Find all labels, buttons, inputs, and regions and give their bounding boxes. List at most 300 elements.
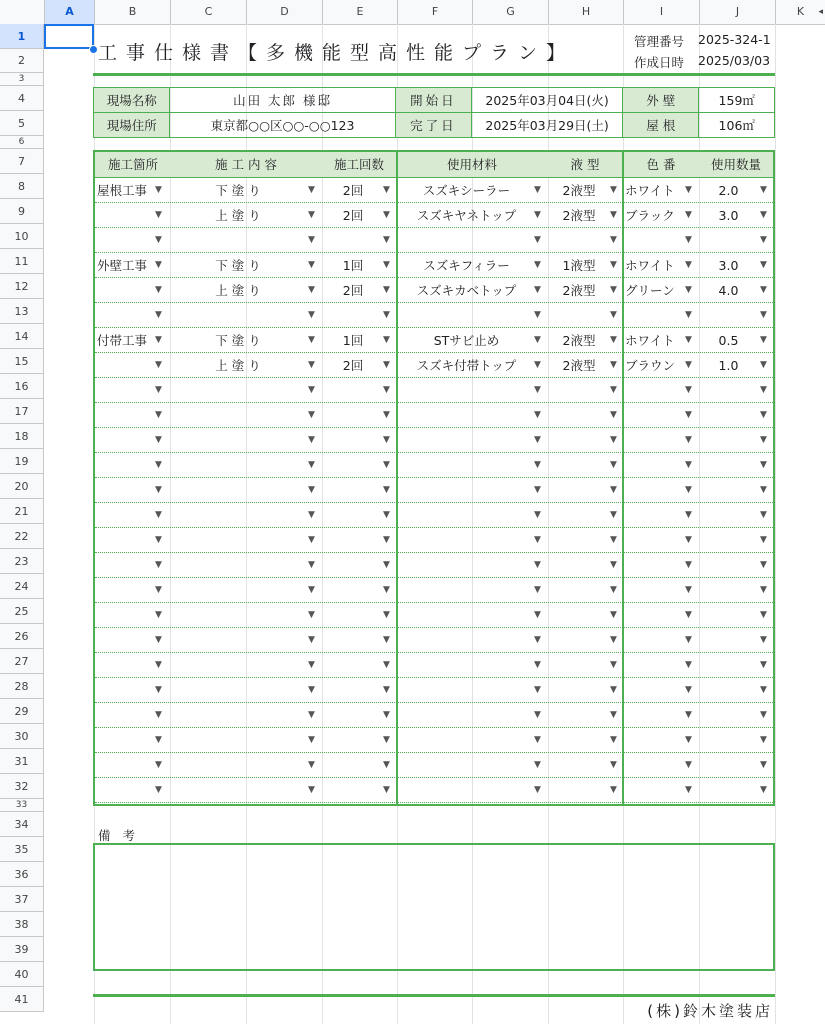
chevron-down-icon[interactable]: ▼: [308, 385, 315, 395]
row-header-7[interactable]: 7: [0, 149, 44, 174]
chevron-down-icon[interactable]: ▼: [383, 660, 390, 670]
spec-qty-cell[interactable]: 4.0: [718, 283, 739, 298]
spec-material-cell[interactable]: スズキフィラー: [423, 258, 510, 273]
spec-material-cell[interactable]: スズキシーラー: [422, 183, 511, 198]
chevron-down-icon[interactable]: ▼: [155, 535, 162, 545]
spec-color-cell[interactable]: ホワイト: [625, 258, 675, 273]
chevron-down-icon[interactable]: ▼: [610, 535, 617, 545]
chevron-down-icon[interactable]: ▼: [685, 785, 692, 795]
row-header-34[interactable]: 34: [0, 812, 44, 837]
spec-area-cell[interactable]: [97, 228, 157, 253]
chevron-down-icon[interactable]: ▼: [155, 360, 162, 370]
chevron-down-icon[interactable]: ▼: [383, 510, 390, 520]
chevron-down-icon[interactable]: ▼: [308, 585, 315, 595]
row-header-30[interactable]: 30: [0, 724, 44, 749]
row-header-27[interactable]: 27: [0, 649, 44, 674]
site-name-cell[interactable]: 山田 太郎 様邸: [170, 88, 395, 113]
chevron-down-icon[interactable]: ▼: [308, 260, 315, 270]
chevron-down-icon[interactable]: ▼: [685, 510, 692, 520]
row-header-29[interactable]: 29: [0, 699, 44, 724]
column-header-f[interactable]: F: [397, 0, 472, 24]
chevron-down-icon[interactable]: ▼: [685, 610, 692, 620]
column-header-a[interactable]: A: [44, 0, 94, 24]
spec-times-cell[interactable]: [323, 303, 383, 328]
row-header-16[interactable]: 16: [0, 374, 44, 399]
row-header-35[interactable]: 35: [0, 837, 44, 862]
chevron-down-icon[interactable]: ▼: [685, 185, 692, 195]
spec-type-cell[interactable]: [549, 303, 609, 328]
wall-area-cell[interactable]: 159㎡: [699, 88, 775, 113]
row-header-39[interactable]: 39: [0, 937, 44, 962]
spec-color-cell[interactable]: [625, 228, 685, 253]
table-row: [95, 203, 773, 228]
chevron-down-icon[interactable]: ▼: [534, 410, 541, 420]
spec-area-cell[interactable]: 屋根工事: [97, 183, 148, 198]
spec-material-cell[interactable]: STサビ止め: [433, 333, 500, 348]
chevron-down-icon[interactable]: ▼: [610, 260, 617, 270]
chevron-down-icon[interactable]: ▼: [383, 385, 390, 395]
chevron-down-icon[interactable]: ▼: [534, 760, 541, 770]
table-row: [95, 653, 773, 678]
chevron-down-icon[interactable]: ▼: [685, 360, 692, 370]
spec-type-cell[interactable]: 2液型: [562, 333, 596, 348]
chevron-down-icon[interactable]: ▼: [383, 285, 390, 295]
chevron-down-icon[interactable]: ▼: [760, 710, 767, 720]
row-header-15[interactable]: 15: [0, 349, 44, 374]
spec-qty-cell[interactable]: 2.0: [718, 183, 739, 198]
chevron-down-icon[interactable]: ▼: [308, 410, 315, 420]
chevron-down-icon[interactable]: ▼: [155, 610, 162, 620]
chevron-down-icon[interactable]: ▼: [308, 760, 315, 770]
spec-qty-cell[interactable]: 0.5: [718, 333, 739, 348]
chevron-down-icon[interactable]: ▼: [308, 235, 315, 245]
chevron-down-icon[interactable]: ▼: [685, 335, 692, 345]
row-header-28[interactable]: 28: [0, 674, 44, 699]
spec-area-cell[interactable]: [97, 353, 157, 378]
chevron-down-icon[interactable]: ▼: [383, 310, 390, 320]
chevron-down-icon[interactable]: ▼: [155, 260, 162, 270]
chevron-down-icon[interactable]: ▼: [534, 685, 541, 695]
chevron-down-icon[interactable]: ▼: [383, 585, 390, 595]
spec-qty-cell[interactable]: 1.0: [718, 358, 739, 373]
chevron-down-icon[interactable]: ▼: [685, 760, 692, 770]
spec-times-cell[interactable]: [323, 228, 383, 253]
chevron-down-icon[interactable]: ▼: [534, 610, 541, 620]
chevron-down-icon[interactable]: ▼: [383, 735, 390, 745]
site-address-cell[interactable]: 東京都○○区○○-○○123: [170, 113, 395, 138]
chevron-down-icon[interactable]: ▼: [308, 735, 315, 745]
chevron-down-icon[interactable]: ▼: [155, 735, 162, 745]
chevron-down-icon[interactable]: ▼: [308, 335, 315, 345]
chevron-down-icon[interactable]: ▼: [383, 460, 390, 470]
chevron-down-icon[interactable]: ▼: [383, 435, 390, 445]
chevron-down-icon[interactable]: ▼: [308, 610, 315, 620]
site-address-label: 現場住所: [94, 113, 170, 138]
spec-type-cell[interactable]: 2液型: [562, 283, 596, 298]
chevron-down-icon[interactable]: ▼: [534, 660, 541, 670]
chevron-down-icon[interactable]: ▼: [308, 635, 315, 645]
chevron-down-icon[interactable]: ▼: [534, 585, 541, 595]
spec-type-cell[interactable]: 2液型: [562, 358, 596, 373]
chevron-down-icon[interactable]: ▼: [760, 385, 767, 395]
spec-material-cell[interactable]: [399, 228, 534, 253]
spec-content-cell[interactable]: 上 塗 り: [215, 358, 261, 373]
chevron-down-icon[interactable]: ▼: [610, 685, 617, 695]
row-header-40[interactable]: 40: [0, 962, 44, 987]
chevron-down-icon[interactable]: ▼: [534, 435, 541, 445]
chevron-down-icon[interactable]: ▼: [760, 310, 767, 320]
chevron-down-icon[interactable]: ▼: [760, 485, 767, 495]
chevron-down-icon[interactable]: ▼: [383, 710, 390, 720]
chevron-down-icon[interactable]: ▼: [308, 560, 315, 570]
chevron-down-icon[interactable]: ▼: [760, 660, 767, 670]
chevron-down-icon[interactable]: ▼: [685, 235, 692, 245]
chevron-down-icon[interactable]: ▼: [685, 685, 692, 695]
chevron-down-icon[interactable]: ▼: [383, 760, 390, 770]
spec-color-cell[interactable]: グリーン: [625, 283, 675, 298]
column-header-e[interactable]: E: [322, 0, 397, 24]
chevron-down-icon[interactable]: ▼: [534, 735, 541, 745]
chevron-down-icon[interactable]: ▼: [685, 410, 692, 420]
chevron-down-icon[interactable]: ▼: [760, 585, 767, 595]
spec-divider-2: [622, 152, 624, 804]
row-header-37[interactable]: 37: [0, 887, 44, 912]
chevron-down-icon[interactable]: ▼: [155, 435, 162, 445]
chevron-down-icon[interactable]: ▼: [308, 485, 315, 495]
row-header-20[interactable]: 20: [0, 474, 44, 499]
chevron-down-icon[interactable]: ▼: [685, 310, 692, 320]
row-header-1[interactable]: 1: [0, 24, 44, 49]
chevron-down-icon[interactable]: ▼: [534, 460, 541, 470]
spec-color-cell[interactable]: [625, 303, 685, 328]
spec-content-cell[interactable]: 下 塗 り: [215, 183, 261, 198]
chevron-down-icon[interactable]: ▼: [760, 560, 767, 570]
header-material: 使用材料: [446, 157, 497, 172]
spec-area-cell[interactable]: 外壁工事: [97, 258, 148, 273]
row-header-10[interactable]: 10: [0, 224, 44, 249]
chevron-down-icon[interactable]: ▼: [685, 585, 692, 595]
chevron-down-icon[interactable]: ▼: [155, 785, 162, 795]
chevron-down-icon[interactable]: ▼: [685, 710, 692, 720]
spec-type-cell[interactable]: 1液型: [562, 258, 596, 273]
column-header-k[interactable]: K ◂: [775, 0, 825, 24]
chevron-down-icon[interactable]: ▼: [308, 660, 315, 670]
chevron-down-icon[interactable]: ▼: [610, 510, 617, 520]
chevron-down-icon[interactable]: ▼: [760, 735, 767, 745]
row-header-2[interactable]: 2: [0, 49, 44, 73]
chevron-down-icon[interactable]: ▼: [383, 560, 390, 570]
spec-times-cell[interactable]: 2回: [342, 208, 364, 223]
chevron-down-icon[interactable]: ▼: [760, 185, 767, 195]
chevron-down-icon[interactable]: ▼: [685, 635, 692, 645]
chevron-down-icon[interactable]: ▼: [760, 210, 767, 220]
spec-times-cell[interactable]: 1回: [342, 333, 364, 348]
chevron-down-icon[interactable]: ▼: [155, 210, 162, 220]
chevron-down-icon[interactable]: ▼: [155, 685, 162, 695]
chevron-down-icon[interactable]: ▼: [383, 610, 390, 620]
chevron-down-icon[interactable]: ▼: [685, 460, 692, 470]
spec-area-cell[interactable]: [97, 278, 157, 303]
chevron-down-icon[interactable]: ▼: [610, 660, 617, 670]
chevron-down-icon[interactable]: ▼: [155, 410, 162, 420]
chevron-down-icon[interactable]: ▼: [760, 235, 767, 245]
spec-content-cell[interactable]: 上 塗 り: [215, 208, 261, 223]
chevron-down-icon[interactable]: ▼: [308, 535, 315, 545]
chevron-down-icon[interactable]: ▼: [308, 210, 315, 220]
chevron-down-icon[interactable]: ▼: [685, 485, 692, 495]
chevron-down-icon[interactable]: ▼: [308, 435, 315, 445]
spec-qty-cell[interactable]: [701, 303, 756, 328]
chevron-down-icon[interactable]: ▼: [610, 385, 617, 395]
spec-content-cell[interactable]: 上 塗 り: [215, 283, 261, 298]
chevron-down-icon[interactable]: ▼: [685, 535, 692, 545]
chevron-down-icon[interactable]: ▼: [383, 235, 390, 245]
chevron-down-icon[interactable]: ▼: [534, 485, 541, 495]
chevron-down-icon[interactable]: ▼: [308, 360, 315, 370]
chevron-down-icon[interactable]: ▼: [685, 435, 692, 445]
chevron-down-icon[interactable]: ▼: [760, 335, 767, 345]
spec-color-cell[interactable]: ブラック: [625, 208, 675, 223]
chevron-down-icon[interactable]: ▼: [610, 285, 617, 295]
spec-color-cell[interactable]: ホワイト: [625, 333, 675, 348]
chevron-down-icon[interactable]: ▼: [155, 385, 162, 395]
spec-qty-cell[interactable]: [701, 228, 756, 253]
chevron-down-icon[interactable]: ▼: [534, 260, 541, 270]
chevron-down-icon[interactable]: ▼: [610, 785, 617, 795]
spec-qty-cell[interactable]: 3.0: [718, 258, 739, 273]
selected-cell-a1[interactable]: [44, 24, 94, 49]
spec-material-cell[interactable]: スズキヤネトップ: [416, 208, 517, 223]
fill-handle[interactable]: [89, 45, 98, 54]
chevron-down-icon[interactable]: ▼: [760, 635, 767, 645]
spec-material-cell[interactable]: スズキ付帯トップ: [416, 358, 517, 373]
chevron-down-icon[interactable]: ▼: [383, 485, 390, 495]
chevron-down-icon[interactable]: ▼: [610, 635, 617, 645]
company-name: (株)鈴木塗装店: [647, 1002, 773, 1020]
chevron-down-icon[interactable]: ▼: [685, 210, 692, 220]
chevron-down-icon[interactable]: ▼: [383, 360, 390, 370]
chevron-down-icon[interactable]: ▼: [685, 660, 692, 670]
chevron-down-icon[interactable]: ▼: [155, 510, 162, 520]
chevron-down-icon[interactable]: ▼: [760, 460, 767, 470]
row-header-38[interactable]: 38: [0, 912, 44, 937]
column-header-h[interactable]: H: [548, 0, 623, 24]
chevron-down-icon[interactable]: ▼: [155, 460, 162, 470]
start-date-cell[interactable]: 2025年03月04日(火): [472, 88, 623, 113]
spec-type-cell[interactable]: [549, 228, 609, 253]
column-header-j[interactable]: J: [699, 0, 775, 24]
chevron-down-icon[interactable]: ▼: [610, 460, 617, 470]
row-header-12[interactable]: 12: [0, 274, 44, 299]
spec-times-cell[interactable]: 2回: [342, 283, 364, 298]
row-header-41[interactable]: 41: [0, 987, 44, 1012]
chevron-down-icon[interactable]: ▼: [610, 760, 617, 770]
chevron-down-icon[interactable]: ▼: [760, 685, 767, 695]
chevron-down-icon[interactable]: ▼: [155, 310, 162, 320]
chevron-down-icon[interactable]: ▼: [610, 310, 617, 320]
chevron-down-icon[interactable]: ▼: [760, 360, 767, 370]
row-header-32[interactable]: 32: [0, 774, 44, 799]
chevron-down-icon[interactable]: ▼: [308, 460, 315, 470]
chevron-down-icon[interactable]: ▼: [308, 710, 315, 720]
chevron-down-icon[interactable]: ▼: [155, 760, 162, 770]
row-header-36[interactable]: 36: [0, 862, 44, 887]
chevron-down-icon[interactable]: ▼: [610, 485, 617, 495]
chevron-down-icon[interactable]: ▼: [155, 185, 162, 195]
spec-area-cell[interactable]: 付帯工事: [97, 333, 148, 348]
chevron-down-icon[interactable]: ▼: [308, 685, 315, 695]
chevron-down-icon[interactable]: ▼: [534, 385, 541, 395]
row-header-13[interactable]: 13: [0, 299, 44, 324]
chevron-down-icon[interactable]: ▼: [760, 610, 767, 620]
scroll-right-icon[interactable]: ◂: [818, 7, 823, 17]
column-header-c[interactable]: C: [170, 0, 246, 24]
chevron-down-icon[interactable]: ▼: [534, 210, 541, 220]
chevron-down-icon[interactable]: ▼: [534, 335, 541, 345]
chevron-down-icon[interactable]: ▼: [383, 685, 390, 695]
column-header-b[interactable]: B: [94, 0, 170, 24]
row-header-3[interactable]: 3: [0, 73, 44, 86]
chevron-down-icon[interactable]: ▼: [155, 560, 162, 570]
roof-area-cell[interactable]: 106㎡: [699, 113, 775, 138]
row-header-31[interactable]: 31: [0, 749, 44, 774]
chevron-down-icon[interactable]: ▼: [610, 210, 617, 220]
chevron-down-icon[interactable]: ▼: [760, 760, 767, 770]
row-header-25[interactable]: 25: [0, 599, 44, 624]
chevron-down-icon[interactable]: ▼: [383, 335, 390, 345]
chevron-down-icon[interactable]: ▼: [610, 410, 617, 420]
chevron-down-icon[interactable]: ▼: [308, 285, 315, 295]
chevron-down-icon[interactable]: ▼: [610, 435, 617, 445]
chevron-down-icon[interactable]: ▼: [610, 185, 617, 195]
spec-color-cell[interactable]: ホワイト: [625, 183, 675, 198]
row-header-9[interactable]: 9: [0, 199, 44, 224]
row-header-11[interactable]: 11: [0, 249, 44, 274]
chevron-down-icon[interactable]: ▼: [610, 335, 617, 345]
column-header-d[interactable]: D: [246, 0, 322, 24]
chevron-down-icon[interactable]: ▼: [610, 610, 617, 620]
row-header-4[interactable]: 4: [0, 86, 44, 111]
chevron-down-icon[interactable]: ▼: [685, 735, 692, 745]
chevron-down-icon[interactable]: ▼: [155, 335, 162, 345]
chevron-down-icon[interactable]: ▼: [685, 260, 692, 270]
row-header-8[interactable]: 8: [0, 174, 44, 199]
row-header-33[interactable]: 33: [0, 799, 44, 812]
chevron-down-icon[interactable]: ▼: [610, 360, 617, 370]
notes-box[interactable]: [93, 843, 775, 971]
chevron-down-icon[interactable]: ▼: [534, 635, 541, 645]
column-header-i[interactable]: I: [623, 0, 699, 24]
chevron-down-icon[interactable]: ▼: [760, 510, 767, 520]
spec-type-cell[interactable]: 2液型: [562, 208, 596, 223]
chevron-down-icon[interactable]: ▼: [534, 785, 541, 795]
chevron-down-icon[interactable]: ▼: [308, 510, 315, 520]
row-header-14[interactable]: 14: [0, 324, 44, 349]
spec-content-cell[interactable]: 下 塗 り: [215, 333, 261, 348]
row-header-21[interactable]: 21: [0, 499, 44, 524]
chevron-down-icon[interactable]: ▼: [308, 785, 315, 795]
chevron-down-icon[interactable]: ▼: [155, 235, 162, 245]
chevron-down-icon[interactable]: ▼: [610, 560, 617, 570]
spec-content-cell[interactable]: [173, 303, 303, 328]
chevron-down-icon[interactable]: ▼: [383, 185, 390, 195]
chevron-down-icon[interactable]: ▼: [760, 535, 767, 545]
spec-qty-cell[interactable]: 3.0: [718, 208, 739, 223]
chevron-down-icon[interactable]: ▼: [155, 485, 162, 495]
spec-area-cell[interactable]: [97, 303, 157, 328]
chevron-down-icon[interactable]: ▼: [383, 210, 390, 220]
chevron-down-icon[interactable]: ▼: [155, 285, 162, 295]
chevron-down-icon[interactable]: ▼: [534, 185, 541, 195]
chevron-down-icon[interactable]: ▼: [610, 235, 617, 245]
row-header-24[interactable]: 24: [0, 574, 44, 599]
chevron-down-icon[interactable]: ▼: [155, 585, 162, 595]
chevron-down-icon[interactable]: ▼: [383, 635, 390, 645]
chevron-down-icon[interactable]: ▼: [610, 735, 617, 745]
chevron-down-icon[interactable]: ▼: [685, 285, 692, 295]
chevron-down-icon[interactable]: ▼: [383, 410, 390, 420]
spec-type-cell[interactable]: 2液型: [562, 183, 596, 198]
spec-area-cell[interactable]: [97, 203, 157, 228]
chevron-down-icon[interactable]: ▼: [610, 710, 617, 720]
row-header-6[interactable]: 6: [0, 136, 44, 149]
row-header-19[interactable]: 19: [0, 449, 44, 474]
spec-times-cell[interactable]: 2回: [342, 183, 364, 198]
chevron-down-icon[interactable]: ▼: [155, 710, 162, 720]
chevron-down-icon[interactable]: ▼: [685, 385, 692, 395]
spec-content-cell[interactable]: [173, 228, 303, 253]
table-row: [95, 628, 773, 653]
chevron-down-icon[interactable]: ▼: [534, 535, 541, 545]
chevron-down-icon[interactable]: ▼: [534, 560, 541, 570]
chevron-down-icon[interactable]: ▼: [534, 235, 541, 245]
chevron-down-icon[interactable]: ▼: [760, 785, 767, 795]
chevron-down-icon[interactable]: ▼: [383, 260, 390, 270]
chevron-down-icon[interactable]: ▼: [760, 435, 767, 445]
row-header-23[interactable]: 23: [0, 549, 44, 574]
row-header-22[interactable]: 22: [0, 524, 44, 549]
spec-material-cell[interactable]: [399, 303, 534, 328]
row-header-5[interactable]: 5: [0, 111, 44, 136]
chevron-down-icon[interactable]: ▼: [760, 285, 767, 295]
chevron-down-icon[interactable]: ▼: [383, 785, 390, 795]
row-header-26[interactable]: 26: [0, 624, 44, 649]
end-date-cell[interactable]: 2025年03月29日(土): [472, 113, 623, 138]
row-header-18[interactable]: 18: [0, 424, 44, 449]
chevron-down-icon[interactable]: ▼: [610, 585, 617, 595]
chevron-down-icon[interactable]: ▼: [760, 410, 767, 420]
chevron-down-icon[interactable]: ▼: [685, 560, 692, 570]
chevron-down-icon[interactable]: ▼: [534, 710, 541, 720]
chevron-down-icon[interactable]: ▼: [534, 285, 541, 295]
chevron-down-icon[interactable]: ▼: [760, 260, 767, 270]
spec-times-cell[interactable]: 1回: [342, 258, 364, 273]
spec-material-cell[interactable]: スズキカベトップ: [416, 283, 517, 298]
chevron-down-icon[interactable]: ▼: [534, 510, 541, 520]
row-header-17[interactable]: 17: [0, 399, 44, 424]
spec-color-cell[interactable]: ブラウン: [625, 358, 676, 373]
chevron-down-icon[interactable]: ▼: [534, 310, 541, 320]
spec-times-cell[interactable]: 2回: [342, 358, 364, 373]
chevron-down-icon[interactable]: ▼: [308, 185, 315, 195]
chevron-down-icon[interactable]: ▼: [534, 360, 541, 370]
chevron-down-icon[interactable]: ▼: [155, 660, 162, 670]
column-header-g[interactable]: G: [472, 0, 548, 24]
chevron-down-icon[interactable]: ▼: [155, 635, 162, 645]
spec-content-cell[interactable]: 下 塗 り: [215, 258, 261, 273]
chevron-down-icon[interactable]: ▼: [383, 535, 390, 545]
chevron-down-icon[interactable]: ▼: [308, 310, 315, 320]
